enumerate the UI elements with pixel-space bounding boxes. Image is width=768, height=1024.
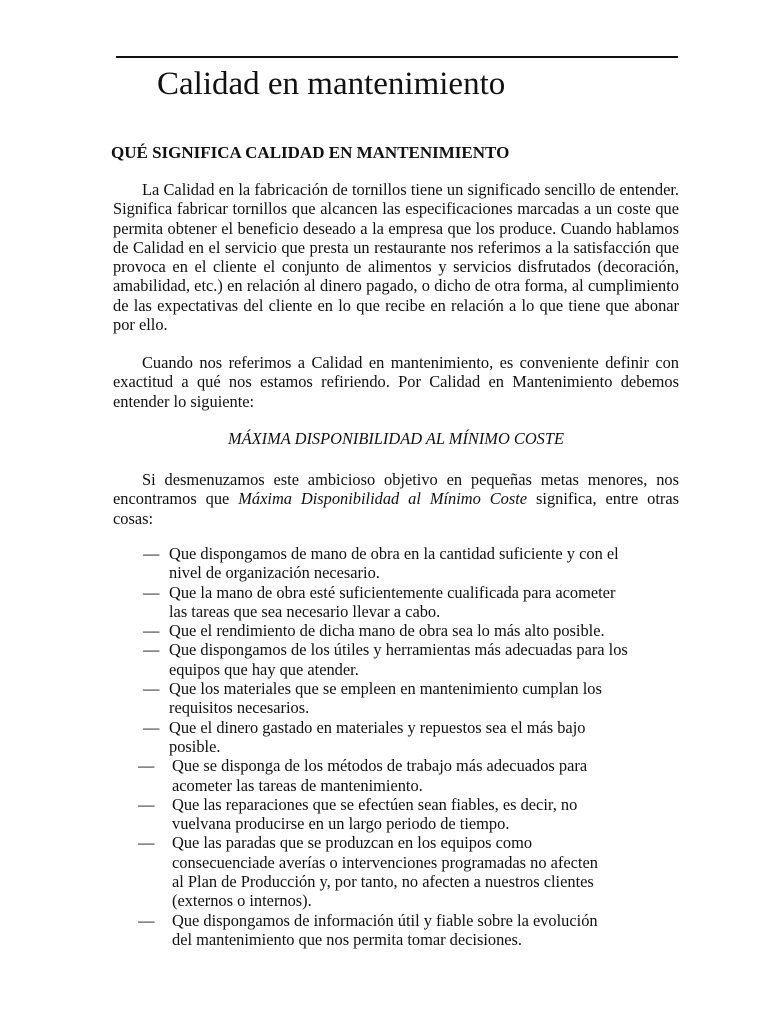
dash-marker: —	[138, 794, 155, 814]
list-item-line: requisitos necesarios.	[169, 698, 310, 718]
dash-marker: —	[143, 582, 160, 602]
list-item-text	[172, 756, 768, 795]
paragraph-3-emphasis: Máxima Disponibilidad al Mínimo Coste	[238, 489, 528, 509]
list-item	[0, 621, 768, 640]
list-item-text	[172, 795, 768, 834]
list-item-line: consecuenciade averías o intervenciones programadas no afecten	[172, 852, 598, 872]
list-item-line: las tareas que sea necesario llevar a cabo.	[169, 601, 441, 621]
list-item-text	[172, 911, 768, 950]
dash-marker: —	[143, 717, 160, 737]
dash-marker: —	[143, 621, 160, 641]
list-item	[0, 544, 768, 583]
list-item-line: Que el dinero gastado en materiales y repuestos sea el más bajo	[169, 717, 586, 737]
list-item	[0, 718, 768, 757]
paragraph-3-after: significa, entre otras cosas:	[113, 489, 680, 528]
dash-marker: —	[143, 544, 160, 563]
list-item-line: Que dispongamos de los útiles y herramientas más adecuadas para los	[169, 640, 628, 660]
list-item-text	[169, 679, 768, 718]
list-item	[0, 911, 768, 950]
list-item-line: vuelvana producirse en un largo periodo de tiempo.	[172, 814, 510, 834]
section-heading: QUÉ SIGNIFICA CALIDAD EN MANTENIMIENTO	[111, 143, 510, 162]
list-item-line: Que las paradas que se produzcan en los equipos como	[172, 833, 533, 853]
list-item-text	[169, 583, 768, 622]
list-item-line: equipos que hay que atender.	[169, 659, 359, 679]
list-item-line: Que las reparaciones que se efectúen sean fiables, es decir, no	[172, 794, 578, 814]
dash-marker: —	[143, 679, 160, 699]
list-item-text	[169, 640, 768, 679]
list-item	[0, 679, 768, 718]
list-item-line: Que se disponga de los métodos de trabajo más adecuados para	[172, 756, 588, 776]
list-item	[0, 756, 768, 795]
list-item-line: nivel de organización necesario.	[169, 563, 380, 583]
paragraph-1-block	[113, 180, 679, 334]
list-item-line: Que dispongamos de mano de obra en la cantidad suficiente y con el	[169, 544, 619, 563]
list-item-line: (externos o internos).	[172, 891, 312, 911]
list-item-line: posible.	[169, 736, 221, 756]
list-item-line: Que dispongamos de información útil y fiable sobre la evolución	[172, 910, 598, 930]
list-item	[0, 583, 768, 622]
motto: MÁXIMA DISPONIBILIDAD AL MÍNIMO COSTE	[228, 429, 564, 448]
list-item-line: al Plan de Producción y, por tanto, no afecten a nuestros clientes	[172, 872, 594, 892]
paragraph-3-before: Si desmenuzamos este ambicioso objetivo en pequeñas metas menores, nos encontramos que	[113, 470, 679, 509]
paragraph-3	[113, 470, 679, 528]
paragraph-2: Cuando nos referimos a Calidad en mantenimiento, es conveniente definir con exactitud a qué nos estamos refiriendo. Por Calidad en Mantenimiento debemos entender lo siguiente:	[113, 353, 679, 411]
list-item-line: Que el rendimiento de dicha mano de obra sea lo más alto posible.	[169, 621, 605, 641]
dash-marker: —	[143, 640, 160, 660]
dash-marker: —	[138, 833, 155, 853]
page-title: Calidad en mantenimiento	[157, 66, 506, 102]
paragraph-2-block	[113, 353, 679, 411]
list-item-text	[169, 621, 768, 640]
list-item-line: Que la mano de obra esté suficientemente cualificada para acometer	[169, 582, 616, 602]
paragraph-1: La Calidad en la fabricación de tornillos tiene un significado sencillo de entender. Significa fabricar tornillos que alcancen las especificaciones marcadas a un coste que permita obtener el beneficio deseado a la empresa que los produce. Cuando hablamos de Calidad en el servicio que presta un restaurante nos referimos a la satisfacción que provoca en el cliente el conjunto de alimentos y servicios disfrutados (decoración, amabilidad, etc.) en relación al dinero pagado, o dicho de otra forma, al cumplimiento de las expectativas del cliente en lo que recibe en relación a lo que tiene que abonar por ello.	[113, 180, 679, 335]
list-item-line: Que los materiales que se empleen en mantenimiento cumplan los	[169, 679, 602, 699]
list-item	[0, 795, 768, 834]
list-item-text	[169, 544, 768, 583]
requirements-list	[0, 544, 768, 949]
list-item	[0, 833, 768, 910]
list-item-text	[169, 718, 768, 757]
dash-marker: —	[138, 910, 155, 930]
list-item-text	[172, 833, 768, 910]
top-rule	[116, 56, 678, 58]
list-item-line: acometer las tareas de mantenimiento.	[172, 775, 423, 795]
paragraph-3-block	[113, 470, 679, 528]
dash-marker: —	[138, 756, 155, 776]
list-item	[0, 640, 768, 679]
list-item-line: del mantenimiento que nos permita tomar decisiones.	[172, 929, 523, 949]
